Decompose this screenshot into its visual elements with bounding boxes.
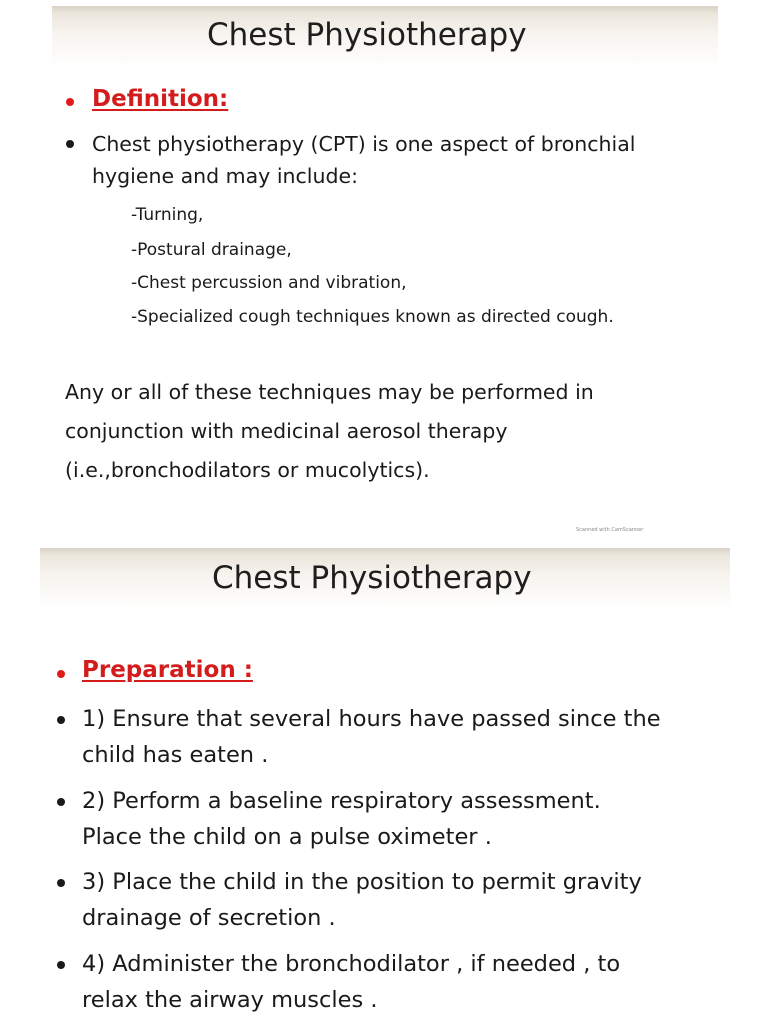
step-line: child has eaten . [82, 742, 269, 768]
note-line: (i.e.,bronchodilators or mucolytics). [65, 458, 430, 482]
step-line: 2) Perform a baseline respiratory assessment. [82, 788, 601, 814]
step-line: 1) Ensure that several hours have passed since the [82, 706, 661, 732]
bullet-icon [66, 98, 74, 106]
bullet-icon [57, 961, 65, 969]
step-line: drainage of secretion . [82, 905, 336, 931]
list-item: -Specialized cough techniques known as directed cough. [131, 307, 614, 327]
intro-line: hygiene and may include: [92, 164, 359, 188]
scanner-watermark: Scanned with CamScanner [576, 527, 644, 533]
bullet-icon [66, 140, 74, 148]
list-item: -Chest percussion and vibration, [131, 273, 407, 293]
preparation-step [82, 946, 620, 1018]
list-item: -Turning, [131, 205, 204, 225]
bullet-icon [57, 798, 65, 806]
note-line: conjunction with medicinal aerosol therapy [65, 419, 508, 443]
preparation-step [82, 783, 601, 855]
list-item: -Postural drainage, [131, 240, 292, 260]
preparation-heading: Preparation : [82, 657, 253, 683]
bullet-icon [57, 879, 65, 887]
bullet-icon [57, 670, 65, 678]
preparation-step [82, 701, 661, 773]
aerosol-note [65, 373, 594, 490]
step-line: 3) Place the child in the position to permit gravity [82, 869, 642, 895]
definition-heading: Definition: [92, 86, 229, 112]
step-line: 4) Administer the bronchodilator , if needed , to [82, 951, 621, 977]
bullet-icon [57, 716, 65, 724]
definition-intro [92, 128, 635, 192]
step-line: relax the airway muscles . [82, 987, 378, 1013]
step-line: Place the child on a pulse oximeter . [82, 824, 492, 850]
slide-preparation [0, 540, 768, 1024]
note-line: Any or all of these techniques may be performed in [65, 380, 594, 404]
slide-title: Chest Physiotherapy [212, 560, 532, 596]
intro-line: Chest physiotherapy (CPT) is one aspect of bronchial [92, 132, 636, 156]
preparation-step [82, 864, 642, 936]
slide-title: Chest Physiotherapy [207, 17, 527, 53]
